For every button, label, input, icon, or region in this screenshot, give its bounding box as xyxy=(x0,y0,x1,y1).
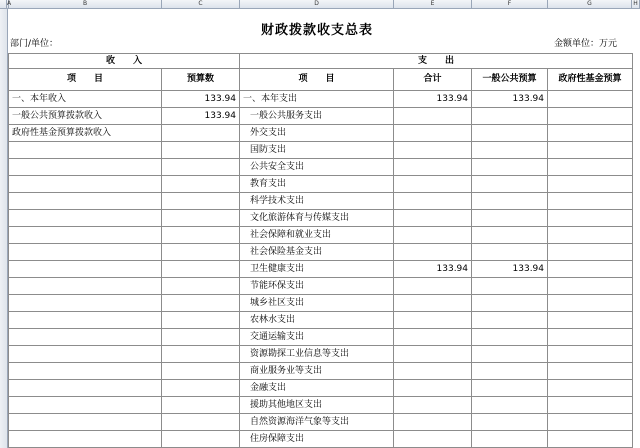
expense-item-cell[interactable]: 金融支出 xyxy=(240,380,394,397)
income-amount-cell[interactable] xyxy=(162,193,240,210)
column-header-a[interactable]: A xyxy=(7,0,12,7)
column-header-f[interactable]: F xyxy=(472,0,548,8)
income-item-cell[interactable] xyxy=(9,227,162,244)
income-item-cell[interactable] xyxy=(9,278,162,295)
total-cell[interactable] xyxy=(394,142,472,159)
income-amount-cell[interactable] xyxy=(162,210,240,227)
income-amount-cell[interactable] xyxy=(162,125,240,142)
total-cell[interactable] xyxy=(394,431,472,448)
fund-budget-cell[interactable] xyxy=(548,278,633,295)
total-cell[interactable] xyxy=(394,244,472,261)
fund-budget-cell[interactable] xyxy=(548,295,633,312)
expense-item-cell[interactable]: 自然资源海洋气象等支出 xyxy=(240,414,394,431)
table-row xyxy=(9,397,633,414)
expense-item-cell[interactable]: 卫生健康支出 xyxy=(240,261,394,278)
income-item-cell[interactable] xyxy=(9,176,162,193)
income-item-cell[interactable] xyxy=(9,346,162,363)
fund-budget-cell[interactable] xyxy=(548,193,633,210)
fund-budget-cell[interactable] xyxy=(548,125,633,142)
income-amount-cell[interactable] xyxy=(162,159,240,176)
total-cell[interactable] xyxy=(394,176,472,193)
general-budget-cell[interactable] xyxy=(472,125,548,142)
column-header-b[interactable]: B xyxy=(9,0,162,8)
total-cell[interactable] xyxy=(394,397,472,414)
general-budget-cell[interactable] xyxy=(472,159,548,176)
income-amount-cell[interactable] xyxy=(162,142,240,159)
expense-item-cell[interactable]: 资源勘探工业信息等支出 xyxy=(240,346,394,363)
income-amount-cell[interactable] xyxy=(162,261,240,278)
total-cell[interactable] xyxy=(394,278,472,295)
table-row xyxy=(9,142,633,159)
income-item-cell[interactable] xyxy=(9,295,162,312)
income-item-cell[interactable]: 一、本年收入 xyxy=(9,91,162,108)
general-budget-cell[interactable] xyxy=(472,142,548,159)
department-label: 部门/单位： xyxy=(10,39,59,49)
row-header-strip xyxy=(0,9,8,448)
income-amount-cell[interactable]: 133.94 xyxy=(162,91,240,108)
income-item-cell[interactable]: 一般公共预算拨款收入 xyxy=(9,108,162,125)
fund-budget-cell[interactable] xyxy=(548,176,633,193)
fund-budget-cell[interactable] xyxy=(548,159,633,176)
expense-item-cell[interactable]: 住房保障支出 xyxy=(240,431,394,448)
table-row xyxy=(9,227,633,244)
fund-budget-cell[interactable] xyxy=(548,312,633,329)
expense-item-cell[interactable]: 教育支出 xyxy=(240,176,394,193)
income-item-cell[interactable] xyxy=(9,431,162,448)
total-cell[interactable] xyxy=(394,346,472,363)
column-header-g[interactable]: G xyxy=(548,0,632,8)
income-item-cell[interactable]: 政府性基金预算拨款收入 xyxy=(9,125,162,142)
general-budget-cell[interactable]: 133.94 xyxy=(472,261,548,278)
fund-budget-cell[interactable] xyxy=(548,244,633,261)
expense-item-cell[interactable]: 商业服务业等支出 xyxy=(240,363,394,380)
fund-budget-cell[interactable] xyxy=(548,261,633,278)
table-row xyxy=(9,278,633,295)
total-cell[interactable] xyxy=(394,295,472,312)
expense-item-cell[interactable]: 社会保障和就业支出 xyxy=(240,227,394,244)
total-cell[interactable] xyxy=(394,210,472,227)
income-item-cell[interactable] xyxy=(9,261,162,278)
fund-budget-cell[interactable] xyxy=(548,142,633,159)
expense-item-cell[interactable]: 交通运输支出 xyxy=(240,329,394,346)
table-row xyxy=(9,159,633,176)
income-header: 收 入 xyxy=(9,54,240,69)
total-cell[interactable] xyxy=(394,414,472,431)
income-item-cell[interactable] xyxy=(9,244,162,261)
column-header-d[interactable]: D xyxy=(240,0,394,8)
income-item-cell[interactable] xyxy=(9,312,162,329)
column-header-bar xyxy=(0,0,640,9)
income-amount-cell[interactable] xyxy=(162,329,240,346)
table-row xyxy=(9,363,633,380)
total-cell[interactable] xyxy=(394,108,472,125)
table-row xyxy=(9,346,633,363)
expense-item-cell[interactable]: 科学技术支出 xyxy=(240,193,394,210)
income-amount-cell[interactable] xyxy=(162,431,240,448)
fund-budget-cell[interactable] xyxy=(548,414,633,431)
fund-budget-cell[interactable] xyxy=(548,431,633,448)
budget-table xyxy=(8,53,633,448)
col-general-budget: 一般公共预算 xyxy=(472,69,548,91)
general-budget-cell[interactable] xyxy=(472,210,548,227)
table-row xyxy=(9,295,633,312)
col-item-expense: 项 目 xyxy=(240,69,394,91)
general-budget-cell[interactable] xyxy=(472,363,548,380)
fund-budget-cell[interactable] xyxy=(548,210,633,227)
general-budget-cell[interactable] xyxy=(472,278,548,295)
table-row xyxy=(9,312,633,329)
expense-item-cell[interactable]: 城乡社区支出 xyxy=(240,295,394,312)
expense-item-cell[interactable]: 外交支出 xyxy=(240,125,394,142)
income-amount-cell[interactable] xyxy=(162,278,240,295)
income-item-cell[interactable] xyxy=(9,380,162,397)
expense-header: 支 出 xyxy=(240,54,633,69)
general-budget-cell[interactable] xyxy=(472,414,548,431)
income-amount-cell[interactable]: 133.94 xyxy=(162,108,240,125)
table-row xyxy=(9,431,633,448)
general-budget-cell[interactable] xyxy=(472,227,548,244)
expense-item-cell[interactable]: 国防支出 xyxy=(240,142,394,159)
expense-item-cell[interactable]: 农林水支出 xyxy=(240,312,394,329)
expense-item-cell[interactable]: 一、本年支出 xyxy=(240,91,394,108)
income-item-cell[interactable] xyxy=(9,193,162,210)
col-total: 合计 xyxy=(394,69,472,91)
table-row xyxy=(9,414,633,431)
expense-item-cell[interactable]: 公共安全支出 xyxy=(240,159,394,176)
general-budget-cell[interactable]: 133.94 xyxy=(472,91,548,108)
table-row xyxy=(9,125,633,142)
general-budget-cell[interactable] xyxy=(472,397,548,414)
fund-budget-cell[interactable] xyxy=(548,397,633,414)
fund-budget-cell[interactable] xyxy=(548,108,633,125)
general-budget-cell[interactable] xyxy=(472,295,548,312)
expense-item-cell[interactable]: 一般公共服务支出 xyxy=(240,108,394,125)
income-item-cell[interactable] xyxy=(9,363,162,380)
sheet-title: 财政拨款收支总表 xyxy=(260,23,373,38)
table-row xyxy=(9,244,633,261)
total-cell[interactable] xyxy=(394,159,472,176)
unit-label: 金额单位：万元 xyxy=(554,39,618,49)
total-cell[interactable] xyxy=(394,125,472,142)
expense-item-cell[interactable]: 援助其他地区支出 xyxy=(240,397,394,414)
header-row-section xyxy=(9,54,633,69)
income-item-cell[interactable] xyxy=(9,414,162,431)
table-row xyxy=(9,91,633,108)
header-row-columns xyxy=(9,69,633,91)
expense-item-cell[interactable]: 节能环保支出 xyxy=(240,278,394,295)
income-amount-cell[interactable] xyxy=(162,244,240,261)
total-cell[interactable]: 133.94 xyxy=(394,261,472,278)
income-amount-cell[interactable] xyxy=(162,346,240,363)
general-budget-cell[interactable] xyxy=(472,380,548,397)
income-amount-cell[interactable] xyxy=(162,380,240,397)
total-cell[interactable] xyxy=(394,363,472,380)
table-row xyxy=(9,380,633,397)
expense-item-cell[interactable]: 文化旅游体育与传媒支出 xyxy=(240,210,394,227)
fund-budget-cell[interactable] xyxy=(548,329,633,346)
income-amount-cell[interactable] xyxy=(162,176,240,193)
income-amount-cell[interactable] xyxy=(162,312,240,329)
income-amount-cell[interactable] xyxy=(162,397,240,414)
fund-budget-cell[interactable] xyxy=(548,227,633,244)
column-header-c[interactable]: C xyxy=(162,0,240,8)
column-header-e[interactable]: E xyxy=(394,0,472,8)
income-amount-cell[interactable] xyxy=(162,295,240,312)
select-all-corner[interactable] xyxy=(0,0,12,8)
col-item-income: 项 目 xyxy=(9,69,162,91)
fund-budget-cell[interactable] xyxy=(548,91,633,108)
income-item-cell[interactable] xyxy=(9,159,162,176)
table-row xyxy=(9,193,633,210)
total-cell[interactable] xyxy=(394,312,472,329)
income-amount-cell[interactable] xyxy=(162,363,240,380)
fund-budget-cell[interactable] xyxy=(548,380,633,397)
table-row xyxy=(9,108,633,125)
general-budget-cell[interactable] xyxy=(472,244,548,261)
total-cell[interactable] xyxy=(394,329,472,346)
general-budget-cell[interactable] xyxy=(472,193,548,210)
column-header-h[interactable]: H xyxy=(632,0,640,8)
total-cell[interactable] xyxy=(394,227,472,244)
general-budget-cell[interactable] xyxy=(472,329,548,346)
total-cell[interactable]: 133.94 xyxy=(394,91,472,108)
income-item-cell[interactable] xyxy=(9,329,162,346)
general-budget-cell[interactable] xyxy=(472,176,548,193)
income-amount-cell[interactable] xyxy=(162,227,240,244)
income-item-cell[interactable] xyxy=(9,397,162,414)
col-budget-number: 预算数 xyxy=(162,69,240,91)
income-item-cell[interactable] xyxy=(9,210,162,227)
table-row xyxy=(9,329,633,346)
general-budget-cell[interactable] xyxy=(472,346,548,363)
income-amount-cell[interactable] xyxy=(162,414,240,431)
general-budget-cell[interactable] xyxy=(472,108,548,125)
general-budget-cell[interactable] xyxy=(472,431,548,448)
table-row xyxy=(9,210,633,227)
table-row xyxy=(9,261,633,278)
fund-budget-cell[interactable] xyxy=(548,363,633,380)
total-cell[interactable] xyxy=(394,380,472,397)
expense-item-cell[interactable]: 社会保险基金支出 xyxy=(240,244,394,261)
general-budget-cell[interactable] xyxy=(472,312,548,329)
income-item-cell[interactable] xyxy=(9,142,162,159)
fund-budget-cell[interactable] xyxy=(548,346,633,363)
table-row xyxy=(9,176,633,193)
col-fund-budget: 政府性基金预算 xyxy=(548,69,633,91)
total-cell[interactable] xyxy=(394,193,472,210)
